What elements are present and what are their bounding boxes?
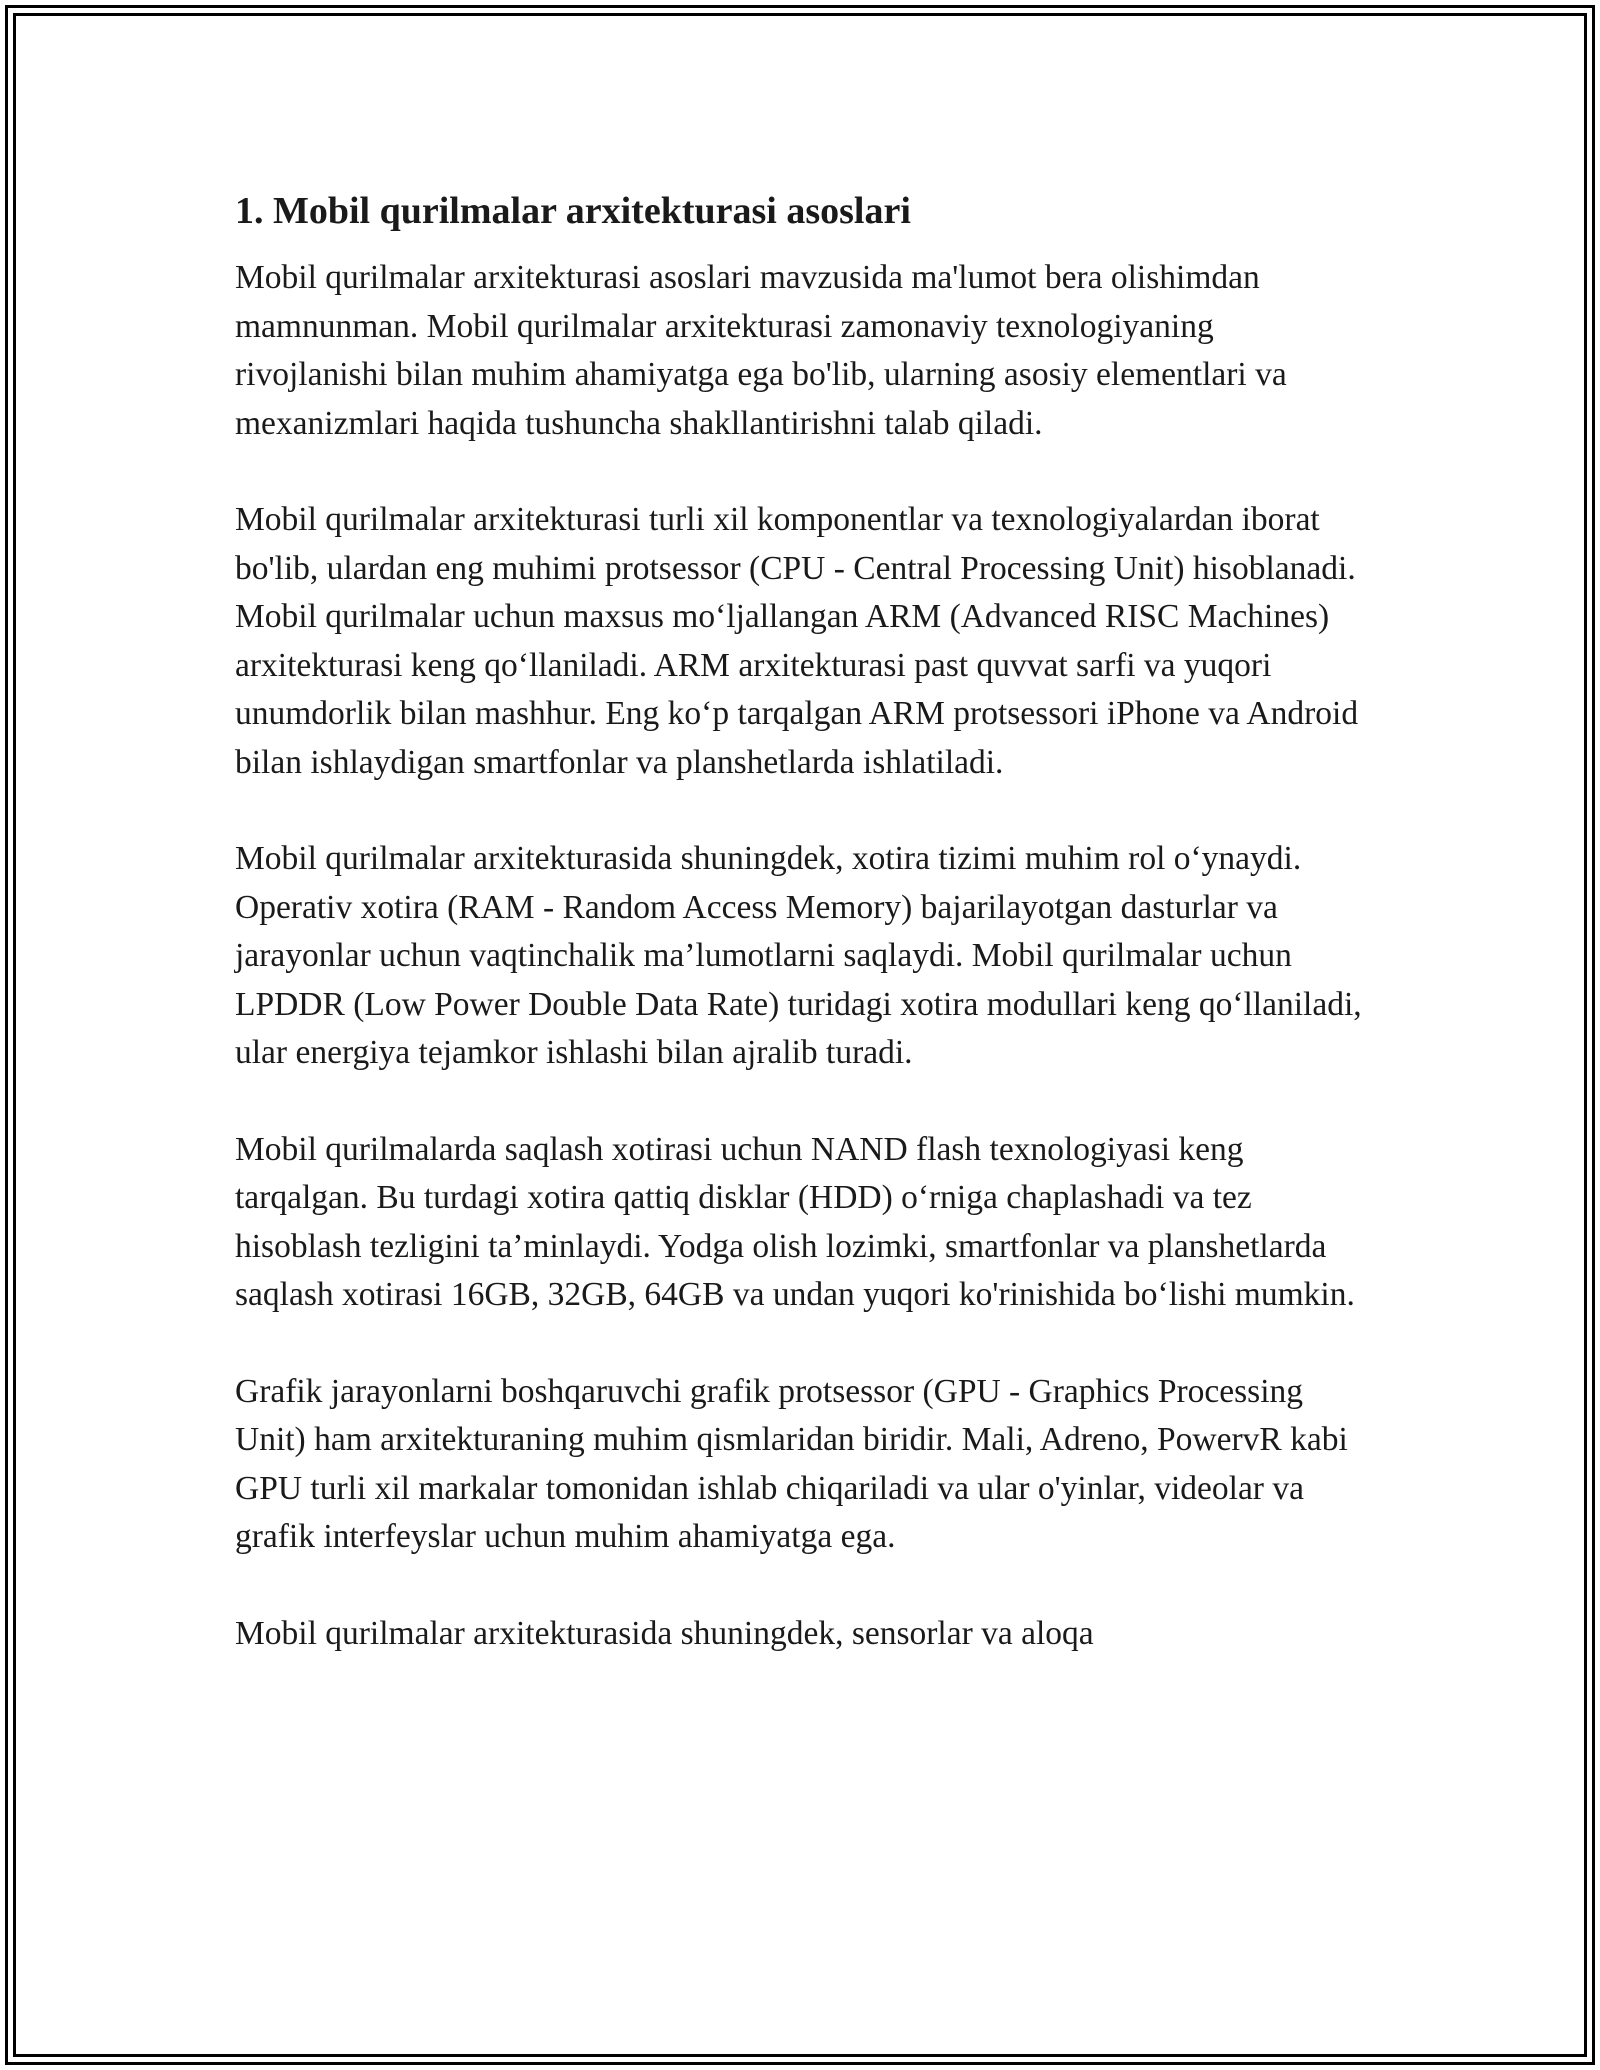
paragraph-sensors: Mobil qurilmalar arxitekturasida shuningdek, sensorlar va aloqa bbox=[235, 1614, 1094, 1652]
paragraph-intro: Mobil qurilmalar arxitekturasi asoslari mavzusida ma'lumot bera olishimdan mamnunman. Mobil qurilmalar arxitekturasi zamonaviy texnologiyaning rivojlanishi bilan muhim ahamiyatga ega bo'lib, ularning asosiy elementlari va mexanizmlari haqida tushuncha shakllantirishni talab qiladi. bbox=[235, 259, 1287, 442]
paragraph-memory: Mobil qurilmalar arxitekturasida shuningdek, xotira tizimi muhim rol oʻynaydi. Operativ xotira (RAM - Random Access Memory) bajarilayotgan dasturlar va jarayonlar uchun vaqtinchalik ma’lumotlarni saqlaydi. Mobil qurilmalar uchun LPDDR (Low Power Double Data Rate) turidagi xotira modullari keng qoʻllaniladi, ular energiya tejamkor ishlashi bilan ajralib turadi. bbox=[235, 840, 1362, 1071]
paragraph-gpu: Grafik jarayonlarni boshqaruvchi grafik protsessor (GPU - Graphics Processing Unit) ham arxitekturaning muhim qismlaridan biridir. Mali, Adreno, PowervR kabi GPU turli xil markalar tomonidan ishlab chiqariladi va ular o'yinlar, videolar va grafik interfeyslar uchun muhim ahamiyatga ega. bbox=[235, 1372, 1348, 1555]
section-heading: 1. Mobil qurilmalar arxitekturasi asoslari bbox=[235, 190, 911, 232]
paragraph-cpu: Mobil qurilmalar arxitekturasi turli xil komponentlar va texnologiyalardan iborat bo'lib, ulardan eng muhimi protsessor (CPU - Central Processing Unit) hisoblanadi. Mobil qurilmalar uchun maxsus moʻljallangan ARM (Advanced RISC Machines) arxitekturasi keng qoʻllaniladi. ARM arxitekturasi past quvvat sarfi va yuqori unumdorlik bilan mashhur. Eng koʻp tarqalgan ARM protsessori iPhone va Android bilan ishlaydigan smartfonlar va planshetlarda ishlatiladi. bbox=[235, 501, 1359, 781]
document-body bbox=[235, 186, 1365, 1706]
paragraph-storage: Mobil qurilmalarda saqlash xotirasi uchun NAND flash texnologiyasi keng tarqalgan. Bu turdagi xotira qattiq disklar (HDD) oʻrniga chaplashadi va tez hisoblash tezligini ta’minlaydi. Yodga olish lozimki, smartfonlar va planshetlarda saqlash xotirasi 16GB, 32GB, 64GB va undan yuqori ko'rinishida boʻlishi mumkin. bbox=[235, 1130, 1355, 1313]
